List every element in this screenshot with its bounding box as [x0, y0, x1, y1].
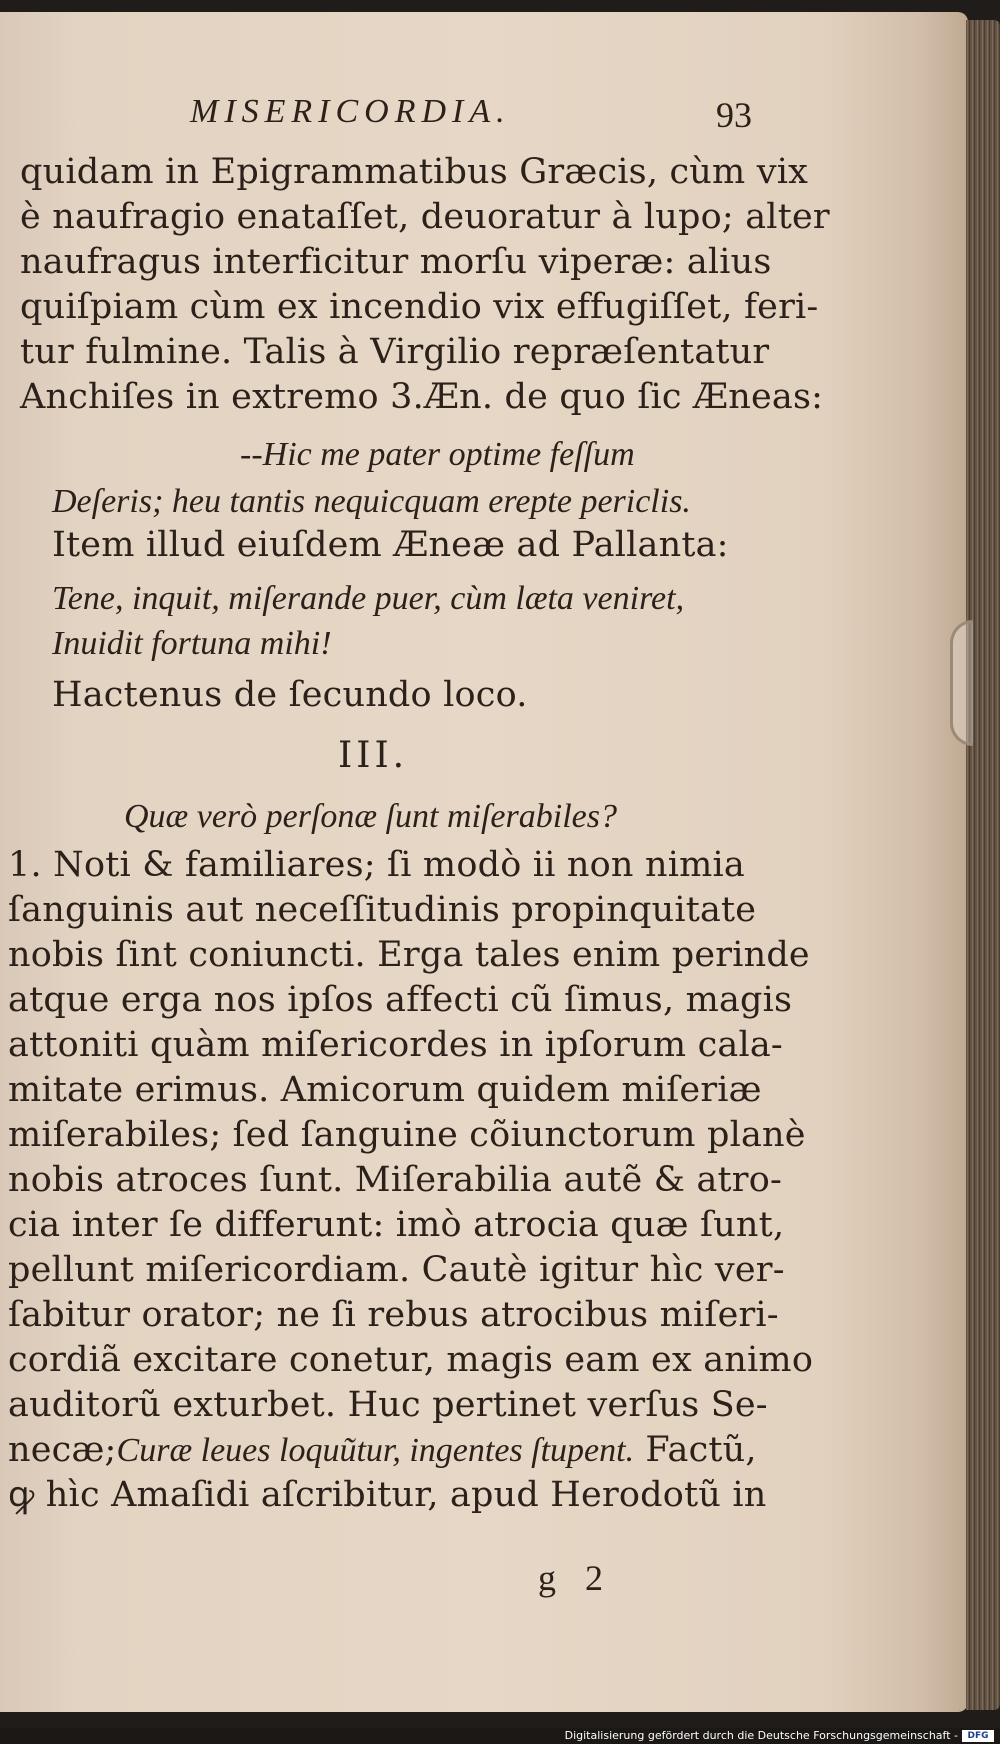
text-segment: necæ; — [8, 1430, 117, 1470]
verse-quote-line: --Hic me pater optime feſſum — [240, 436, 635, 473]
text-line: cordiã excitare conetur, magis eam ex animo — [8, 1340, 814, 1380]
running-title: MISERICORDIA. — [190, 93, 511, 130]
section-closing: Hactenus de ſecundo loco. — [52, 675, 528, 715]
quote-segment: Curæ leues loquũtur, ingentes ſtupent. — [116, 1432, 635, 1469]
text-line: nobis atroces ſunt. Miſerabilia autẽ & atro- — [8, 1160, 783, 1200]
verse-quote-line: Deſeris; heu tantis nequicquam erepte periclis. — [52, 483, 691, 520]
page-fore-edge — [966, 20, 1000, 1710]
page-clip — [950, 620, 973, 746]
text-line: atque erga nos ipſos affecti cũ ſimus, magis — [8, 980, 793, 1020]
text-line: quiſpiam cùm ex incendio vix effugiſſet, feri- — [20, 287, 819, 327]
text-line: Item illud eiuſdem Æneæ ad Pallanta: — [52, 525, 729, 565]
text-line: è naufragio enataſſet, deuoratur à lupo; alter — [20, 197, 830, 237]
text-line: naufragus interficitur morſu viperæ: alius — [20, 242, 772, 282]
text-line: quidam in Epigrammatibus Græcis, cùm vix — [20, 152, 809, 192]
text-line: miſerabiles; ſed ſanguine cõiunctorum planè — [8, 1115, 806, 1155]
text-line: Anchiſes in extremo 3.Æn. de quo ſic Æneas: — [20, 377, 824, 417]
digitization-credit: Digitalisierung gefördert durch die Deutsche Forschungsgemeinschaft - — [564, 1729, 958, 1742]
signature-mark: g 2 — [538, 1558, 613, 1598]
text-line: pellunt miſericordiam. Cautè igitur hìc ver- — [8, 1250, 785, 1290]
section-number: III. — [338, 735, 409, 776]
text-line: cia inter ſe differunt: imò atrocia quæ ſunt, — [8, 1205, 785, 1245]
text-line: auditorũ exturbet. Huc pertinet verſus Se- — [8, 1385, 768, 1425]
text-line: mitate erimus. Amicorum quidem miſeriæ — [8, 1070, 762, 1110]
text-line-mixed — [8, 1430, 757, 1470]
dfg-logo: DFG — [962, 1730, 994, 1742]
text-line: tur fulmine. Talis à Virgilio repræſentatur — [20, 332, 770, 372]
text-line: nobis ſint coniuncti. Erga tales enim perinde — [8, 935, 810, 975]
text-line: 1. Noti & familiares; ſi modò ii non nimia — [8, 845, 745, 885]
text-line: ꝙ hìc Amaſidi aſcribitur, apud Herodotũ in — [8, 1475, 767, 1515]
page-number: 93 — [716, 95, 752, 135]
text-line: ſabitur orator; ne ſi rebus atrocibus miſeri- — [8, 1295, 779, 1335]
text-line: ſanguinis aut neceſſitudinis propinquitate — [8, 890, 757, 930]
text-line: attoniti quàm miſericordes in ipſorum cala- — [8, 1025, 783, 1065]
verse-quote-line: Inuidit fortuna mihi! — [52, 625, 332, 662]
section-question: Quæ verò perſonæ ſunt miſerabiles? — [124, 798, 617, 835]
verse-quote-line: Tene, inquit, miſerande puer, cùm læta veniret, — [52, 580, 685, 617]
text-segment: Factũ, — [634, 1430, 757, 1470]
